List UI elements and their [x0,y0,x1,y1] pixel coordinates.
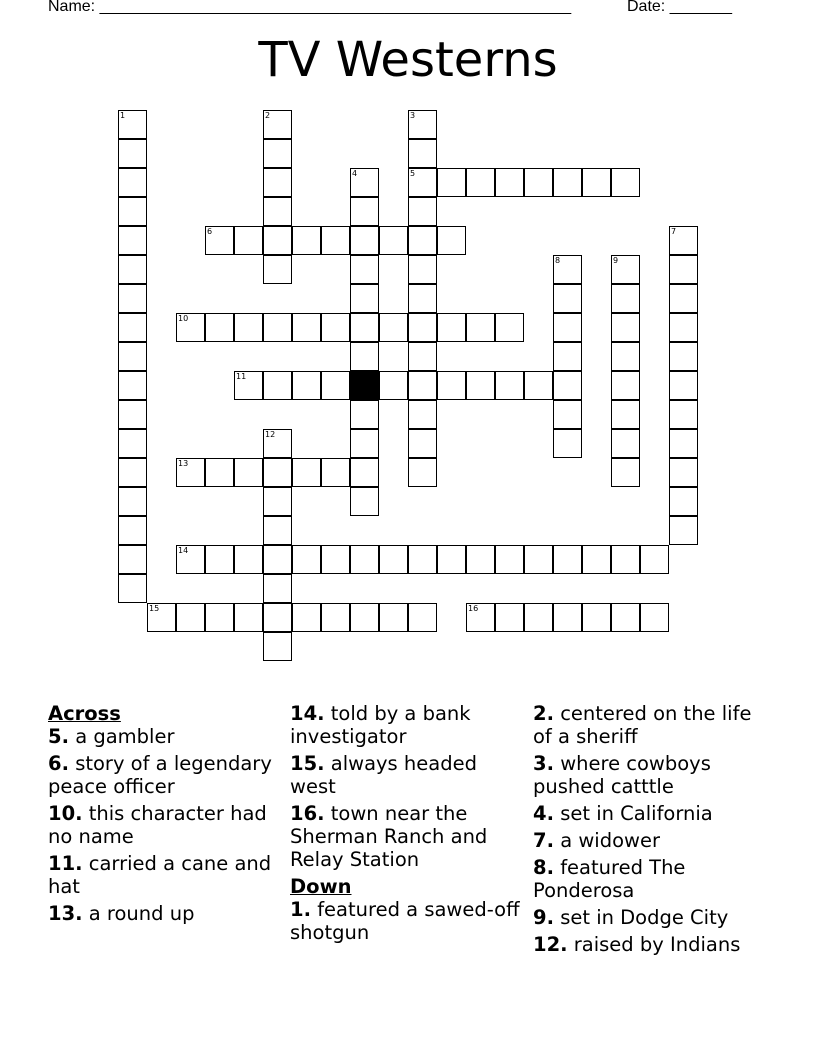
grid-cell[interactable] [234,226,263,255]
grid-cell[interactable] [408,255,437,284]
cell-number: 13 [178,459,189,468]
grid-cell[interactable] [205,226,234,255]
grid-cell[interactable] [611,458,640,487]
grid-cell[interactable] [553,400,582,429]
grid-cell[interactable] [205,458,234,487]
grid-cell[interactable] [611,313,640,342]
grid-cell[interactable] [611,255,640,284]
clue-number: 15. [290,752,325,775]
grid-cell[interactable] [408,313,437,342]
clue-text: told by a bank investigator [290,702,471,748]
grid-cell[interactable] [263,371,292,400]
grid-cell[interactable] [350,255,379,284]
grid-cell[interactable] [437,313,466,342]
grid-cell[interactable] [350,226,379,255]
clue-text: carried a cane and hat [48,852,272,898]
clue-text: town near the Sherman Ranch and Relay Station [290,802,488,871]
grid-cell[interactable] [553,545,582,574]
clue-text: set in Dodge City [560,906,729,929]
grid-cell[interactable] [292,226,321,255]
clue-number: 9. [533,906,554,929]
grid-cell[interactable] [466,371,495,400]
grid-cell[interactable] [437,545,466,574]
clue-across-15 [290,752,528,798]
grid-cell[interactable] [466,313,495,342]
grid-cell[interactable] [263,458,292,487]
grid-cell[interactable] [118,429,147,458]
clue-down-2 [533,702,771,748]
grid-cell[interactable] [466,545,495,574]
cell-number: 14 [178,546,189,555]
grid-cell[interactable] [118,168,147,197]
grid-cell[interactable] [669,342,698,371]
grid-cell[interactable] [669,371,698,400]
grid-cell[interactable] [321,313,350,342]
cell-number: 6 [207,227,213,236]
grid-cell[interactable] [553,429,582,458]
grid-cell[interactable] [118,110,147,139]
grid-cell[interactable] [118,458,147,487]
grid-cell[interactable] [263,313,292,342]
grid-cell[interactable] [176,313,205,342]
grid-cell[interactable] [379,371,408,400]
grid-cell[interactable] [263,226,292,255]
grid-cell[interactable] [263,574,292,603]
grid-cell[interactable] [321,603,350,632]
grid-cell[interactable] [669,400,698,429]
name-field-label: Name: _____________________________________________________ [48,0,572,15]
grid-cell[interactable] [205,603,234,632]
clue-number: 1. [290,898,311,921]
grid-cell[interactable] [263,545,292,574]
clue-number: 5. [48,725,69,748]
clue-text: set in California [560,802,713,825]
clue-down-4 [533,802,771,825]
clue-text: always headed west [290,752,477,798]
grid-cell[interactable] [553,603,582,632]
grid-cell[interactable] [408,168,437,197]
cell-number: 12 [265,430,276,439]
page-title: TV Westerns [258,32,558,88]
grid-cell[interactable] [611,371,640,400]
grid-cell[interactable] [669,487,698,516]
across-heading: Across [48,702,121,725]
grid-cell[interactable] [292,545,321,574]
clue-down-3 [533,752,771,798]
grid-cell[interactable] [263,603,292,632]
clue-number: 6. [48,752,69,775]
cell-number: 1 [120,111,126,120]
clue-down-8 [533,856,771,902]
grid-cell[interactable] [408,110,437,139]
grid-cell[interactable] [263,139,292,168]
cell-number: 10 [178,314,189,323]
grid-cell[interactable] [611,603,640,632]
grid-cell[interactable] [292,458,321,487]
clue-down-9 [533,906,771,929]
grid-cell[interactable] [379,603,408,632]
cell-number: 9 [613,256,619,265]
grid-cell[interactable] [292,313,321,342]
grid-cell[interactable] [234,313,263,342]
grid-cell[interactable] [669,429,698,458]
cell-number: 4 [352,169,358,178]
grid-cell[interactable] [263,110,292,139]
grid-cell[interactable] [350,458,379,487]
clue-across-16 [290,802,528,871]
grid-cell[interactable] [437,168,466,197]
clue-down-12 [533,933,771,956]
clue-text: centered on the life of a sheriff [533,702,752,748]
grid-cell[interactable] [379,313,408,342]
down-heading: Down [290,875,352,898]
grid-cell[interactable] [234,458,263,487]
grid-cell[interactable] [176,458,205,487]
clue-number: 3. [533,752,554,775]
grid-cell[interactable] [408,429,437,458]
cell-number: 15 [149,604,160,613]
grid-cell[interactable] [408,342,437,371]
grid-cell[interactable] [321,458,350,487]
grid-cell[interactable] [379,545,408,574]
grid-cell[interactable] [582,603,611,632]
clue-across-14 [290,702,528,748]
grid-cell[interactable] [176,545,205,574]
grid-cell[interactable] [553,342,582,371]
clue-across-11 [48,852,286,898]
grid-cell[interactable] [350,429,379,458]
grid-cell[interactable] [408,226,437,255]
grid-cell[interactable] [582,168,611,197]
clue-text: this character had no name [48,802,267,848]
grid-cell[interactable] [466,603,495,632]
grid-cell[interactable] [669,458,698,487]
grid-cell[interactable] [263,487,292,516]
clue-text: a round up [88,902,195,925]
grid-cell[interactable] [263,429,292,458]
grid-cell[interactable] [321,226,350,255]
grid-cell[interactable] [263,255,292,284]
grid-cell[interactable] [495,371,524,400]
grid-cell[interactable] [408,400,437,429]
cell-number: 7 [671,227,677,236]
grid-cell[interactable] [292,371,321,400]
clue-text: featured The Ponderosa [533,856,686,902]
clue-number: 2. [533,702,554,725]
grid-cell[interactable] [582,545,611,574]
grid-cell[interactable] [118,197,147,226]
grid-cell[interactable] [524,545,553,574]
grid-cell[interactable] [553,255,582,284]
blocked-cell [350,371,379,400]
clue-column-1 [48,702,286,929]
grid-cell[interactable] [205,545,234,574]
grid-cell[interactable] [350,603,379,632]
grid-cell[interactable] [118,255,147,284]
clue-number: 7. [533,829,554,852]
clue-down-7 [533,829,771,852]
clue-number: 16. [290,802,325,825]
grid-cell[interactable] [408,458,437,487]
grid-cell[interactable] [147,603,176,632]
cell-number: 16 [468,604,479,613]
grid-cell[interactable] [234,545,263,574]
clue-text: where cowboys pushed catttle [533,752,711,798]
grid-cell[interactable] [263,632,292,661]
grid-cell[interactable] [611,342,640,371]
clue-across-6 [48,752,286,798]
grid-cell[interactable] [263,168,292,197]
grid-cell[interactable] [350,342,379,371]
grid-cell[interactable] [611,545,640,574]
grid-cell[interactable] [466,168,495,197]
grid-cell[interactable] [118,516,147,545]
grid-cell[interactable] [495,545,524,574]
clue-across-5 [48,725,286,748]
grid-cell[interactable] [553,313,582,342]
grid-cell[interactable] [495,168,524,197]
grid-cell[interactable] [669,516,698,545]
grid-cell[interactable] [176,603,205,632]
clue-across-13 [48,902,286,925]
clue-number: 8. [533,856,554,879]
grid-cell[interactable] [408,371,437,400]
grid-cell[interactable] [118,284,147,313]
grid-cell[interactable] [292,603,321,632]
cell-number: 8 [555,256,561,265]
grid-cell[interactable] [118,371,147,400]
grid-cell[interactable] [553,371,582,400]
clue-across-10 [48,802,286,848]
grid-cell[interactable] [408,197,437,226]
grid-cell[interactable] [379,226,408,255]
grid-cell[interactable] [118,139,147,168]
grid-cell[interactable] [437,371,466,400]
clue-text: a widower [560,829,660,852]
grid-cell[interactable] [118,545,147,574]
clue-number: 11. [48,852,83,875]
clue-number: 4. [533,802,554,825]
grid-cell[interactable] [350,197,379,226]
grid-cell[interactable] [495,313,524,342]
grid-cell[interactable] [118,226,147,255]
cell-number: 5 [410,169,416,178]
grid-cell[interactable] [118,487,147,516]
grid-cell[interactable] [205,313,234,342]
grid-cell[interactable] [350,545,379,574]
date-field-label: Date: _______ [627,0,732,15]
clue-number: 13. [48,902,83,925]
grid-cell[interactable] [118,400,147,429]
clue-text: raised by Indians [573,933,741,956]
grid-cell[interactable] [524,371,553,400]
grid-cell[interactable] [437,226,466,255]
grid-cell[interactable] [669,226,698,255]
grid-cell[interactable] [524,603,553,632]
grid-cell[interactable] [669,284,698,313]
clue-text: a gambler [75,725,175,748]
grid-cell[interactable] [118,342,147,371]
grid-cell[interactable] [408,603,437,632]
clue-column-3 [533,702,771,960]
clue-number: 10. [48,802,83,825]
grid-cell[interactable] [408,139,437,168]
grid-cell[interactable] [118,574,147,603]
clue-down-1 [290,898,528,944]
grid-cell[interactable] [263,516,292,545]
grid-cell[interactable] [669,255,698,284]
cell-number: 3 [410,111,416,120]
grid-cell[interactable] [524,168,553,197]
grid-cell[interactable] [350,313,379,342]
grid-cell[interactable] [553,284,582,313]
grid-cell[interactable] [611,429,640,458]
cell-number: 11 [236,372,247,381]
grid-cell[interactable] [350,168,379,197]
grid-cell[interactable] [640,603,669,632]
grid-cell[interactable] [263,197,292,226]
clue-column-2 [290,702,528,948]
grid-cell[interactable] [350,487,379,516]
clue-text: story of a legendary peace officer [48,752,272,798]
grid-cell[interactable] [234,603,263,632]
cell-number: 2 [265,111,271,120]
grid-cell[interactable] [321,545,350,574]
grid-cell[interactable] [611,168,640,197]
grid-cell[interactable] [611,284,640,313]
grid-cell[interactable] [669,313,698,342]
grid-cell[interactable] [408,545,437,574]
grid-cell[interactable] [234,371,263,400]
grid-cell[interactable] [321,371,350,400]
grid-cell[interactable] [553,168,582,197]
grid-cell[interactable] [408,284,437,313]
clue-number: 14. [290,702,325,725]
grid-cell[interactable] [495,603,524,632]
grid-cell[interactable] [350,400,379,429]
grid-cell[interactable] [611,400,640,429]
grid-cell[interactable] [640,545,669,574]
clue-number: 12. [533,933,568,956]
grid-cell[interactable] [350,284,379,313]
grid-cell[interactable] [118,313,147,342]
clue-text: featured a sawed-off shotgun [290,898,520,944]
